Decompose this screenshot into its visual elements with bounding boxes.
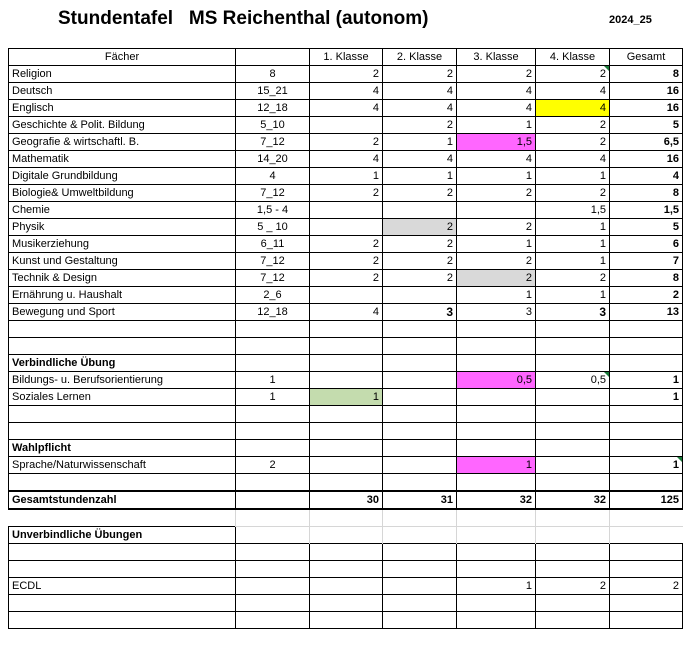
cell-k4[interactable]: 0,5 bbox=[536, 372, 610, 389]
empty-cell[interactable] bbox=[9, 612, 236, 629]
col-header-faecher[interactable]: Fächer bbox=[9, 49, 236, 66]
empty-row bbox=[9, 595, 683, 612]
cell-total[interactable]: 16 bbox=[610, 151, 683, 168]
cell-k4[interactable]: 4 bbox=[536, 83, 610, 100]
empty-cell[interactable] bbox=[310, 321, 383, 338]
empty-cell[interactable] bbox=[536, 338, 610, 355]
cell-k1[interactable]: 2 bbox=[310, 134, 383, 151]
col-header-k3[interactable]: 3. Klasse bbox=[457, 49, 536, 66]
empty-row bbox=[9, 406, 683, 423]
table-row bbox=[9, 83, 683, 100]
cell-k4[interactable]: 2 bbox=[536, 66, 610, 83]
cell-k4[interactable]: 2 bbox=[536, 578, 610, 595]
subject-range[interactable]: 5 _ 10 bbox=[236, 219, 310, 236]
subject-name[interactable]: Chemie bbox=[9, 202, 236, 219]
cell-k1[interactable]: 2 bbox=[310, 270, 383, 287]
cell-k3[interactable]: 2 bbox=[457, 219, 536, 236]
table-row bbox=[9, 253, 683, 270]
subject-range[interactable]: 2 bbox=[236, 457, 310, 474]
cell-k2[interactable]: 2 bbox=[383, 117, 457, 134]
col-header-range[interactable] bbox=[236, 49, 310, 66]
cell-k1[interactable]: 4 bbox=[310, 100, 383, 117]
subject-range[interactable]: 15_21 bbox=[236, 83, 310, 100]
empty-cell[interactable] bbox=[236, 338, 310, 355]
cell-k4[interactable]: 2 bbox=[536, 270, 610, 287]
empty-cell[interactable] bbox=[536, 423, 610, 440]
empty-cell[interactable] bbox=[536, 474, 610, 492]
grand-total-label[interactable]: Gesamtstundenzahl bbox=[9, 491, 236, 509]
empty-cell[interactable] bbox=[457, 355, 536, 372]
empty-cell[interactable] bbox=[9, 595, 236, 612]
empty-cell[interactable] bbox=[536, 527, 610, 544]
empty-cell[interactable] bbox=[610, 561, 683, 578]
col-header-k1[interactable]: 1. Klasse bbox=[310, 49, 383, 66]
cell-k1[interactable] bbox=[310, 372, 383, 389]
subject-name[interactable]: Technik & Design bbox=[9, 270, 236, 287]
cell-k3[interactable]: 1 bbox=[457, 578, 536, 595]
timetable-grid bbox=[8, 48, 683, 629]
empty-row bbox=[9, 612, 683, 629]
empty-cell bbox=[236, 509, 310, 527]
empty-cell[interactable] bbox=[383, 423, 457, 440]
cell-k2[interactable] bbox=[383, 372, 457, 389]
cell-total[interactable]: 6 bbox=[610, 236, 683, 253]
cell-k3[interactable] bbox=[457, 389, 536, 406]
cell-k4[interactable]: 1,5 bbox=[536, 202, 610, 219]
table-row bbox=[9, 168, 683, 185]
empty-cell[interactable] bbox=[610, 474, 683, 492]
empty-cell[interactable] bbox=[457, 440, 536, 457]
subject-name[interactable]: Englisch bbox=[9, 100, 236, 117]
subject-name[interactable]: Physik bbox=[9, 219, 236, 236]
table-row bbox=[9, 185, 683, 202]
empty-cell bbox=[457, 509, 536, 527]
empty-cell[interactable] bbox=[457, 612, 536, 629]
subject-range[interactable] bbox=[236, 578, 310, 595]
spacer-row bbox=[9, 509, 683, 527]
header-row bbox=[9, 49, 683, 66]
cell-total[interactable]: 1,5 bbox=[610, 202, 683, 219]
empty-cell[interactable] bbox=[310, 406, 383, 423]
subject-name[interactable]: Deutsch bbox=[9, 83, 236, 100]
cell-k2[interactable]: 2 bbox=[383, 185, 457, 202]
subject-range[interactable]: 7_12 bbox=[236, 134, 310, 151]
empty-cell[interactable] bbox=[236, 440, 310, 457]
empty-cell[interactable] bbox=[310, 423, 383, 440]
empty-cell[interactable] bbox=[610, 423, 683, 440]
cell-k1[interactable]: 2 bbox=[310, 253, 383, 270]
empty-row bbox=[9, 474, 683, 492]
section-header-row bbox=[9, 440, 683, 457]
empty-cell bbox=[310, 509, 383, 527]
empty-row bbox=[9, 321, 683, 338]
subject-name[interactable]: Kunst und Gestaltung bbox=[9, 253, 236, 270]
empty-cell[interactable] bbox=[610, 406, 683, 423]
cell-k4-highlighted[interactable]: 4 bbox=[536, 100, 610, 117]
cell-k3[interactable]: 4 bbox=[457, 100, 536, 117]
subject-name[interactable]: Biologie& Umweltbildung bbox=[9, 185, 236, 202]
subject-range[interactable]: 6_11 bbox=[236, 236, 310, 253]
cell-k1[interactable]: 2 bbox=[310, 185, 383, 202]
empty-cell[interactable] bbox=[236, 321, 310, 338]
empty-cell[interactable] bbox=[236, 595, 310, 612]
cell-k1[interactable]: 4 bbox=[310, 151, 383, 168]
empty-cell[interactable] bbox=[383, 321, 457, 338]
cell-k1[interactable]: 1 bbox=[310, 168, 383, 185]
subject-name[interactable]: Geschichte & Polit. Bildung bbox=[9, 117, 236, 134]
section-header-row bbox=[9, 527, 683, 544]
subject-name[interactable]: Digitale Grundbildung bbox=[9, 168, 236, 185]
table-row bbox=[9, 372, 683, 389]
subject-range[interactable]: 8 bbox=[236, 66, 310, 83]
section-heading-unverbindlich[interactable]: Unverbindliche Übungen bbox=[9, 527, 236, 544]
cell-k2[interactable]: 2 bbox=[383, 236, 457, 253]
subject-range[interactable]: 7_12 bbox=[236, 185, 310, 202]
table-row bbox=[9, 100, 683, 117]
empty-cell[interactable] bbox=[536, 406, 610, 423]
empty-cell[interactable] bbox=[9, 474, 236, 492]
cell-k1-highlighted[interactable]: 1 bbox=[310, 389, 383, 406]
cell-k4[interactable]: 1 bbox=[536, 236, 610, 253]
cell-k1[interactable]: 2 bbox=[310, 236, 383, 253]
empty-cell[interactable] bbox=[9, 561, 236, 578]
cell-total[interactable]: 6,5 bbox=[610, 134, 683, 151]
empty-cell bbox=[536, 509, 610, 527]
cell-k4[interactable]: 2 bbox=[536, 117, 610, 134]
cell-k3[interactable]: 1 bbox=[457, 236, 536, 253]
subject-range[interactable]: 1,5 - 4 bbox=[236, 202, 310, 219]
cell-k1[interactable] bbox=[310, 202, 383, 219]
empty-cell[interactable] bbox=[236, 527, 310, 544]
subject-name[interactable]: Sprache/Naturwissenschaft bbox=[9, 457, 236, 474]
empty-cell bbox=[383, 509, 457, 527]
empty-cell[interactable] bbox=[457, 423, 536, 440]
empty-cell[interactable] bbox=[383, 595, 457, 612]
subject-name[interactable]: Bildungs- u. Berufsorientierung bbox=[9, 372, 236, 389]
cell-k2[interactable] bbox=[383, 457, 457, 474]
empty-cell[interactable] bbox=[457, 321, 536, 338]
cell-k2[interactable]: 1 bbox=[383, 134, 457, 151]
grand-total-k1[interactable]: 30 bbox=[310, 491, 383, 509]
cell-k3[interactable]: 1 bbox=[457, 287, 536, 304]
empty-cell[interactable] bbox=[310, 612, 383, 629]
cell-k1[interactable]: 2 bbox=[310, 66, 383, 83]
table-row bbox=[9, 287, 683, 304]
cell-k3[interactable] bbox=[457, 202, 536, 219]
cell-k1[interactable]: 4 bbox=[310, 83, 383, 100]
empty-cell[interactable] bbox=[610, 355, 683, 372]
empty-cell[interactable] bbox=[457, 474, 536, 492]
subject-name[interactable]: Soziales Lernen bbox=[9, 389, 236, 406]
subject-range[interactable]: 12_18 bbox=[236, 100, 310, 117]
cell-k3-highlighted[interactable]: 2 bbox=[457, 270, 536, 287]
empty-cell[interactable] bbox=[310, 561, 383, 578]
table-row bbox=[9, 270, 683, 287]
empty-cell[interactable] bbox=[236, 406, 310, 423]
empty-cell[interactable] bbox=[9, 406, 236, 423]
table-row bbox=[9, 236, 683, 253]
subject-range[interactable]: 7_12 bbox=[236, 253, 310, 270]
empty-cell[interactable] bbox=[9, 338, 236, 355]
grand-total-row bbox=[9, 491, 683, 509]
empty-cell[interactable] bbox=[383, 440, 457, 457]
cell-k3-highlighted[interactable]: 1,5 bbox=[457, 134, 536, 151]
subject-name[interactable]: Geografie & wirtschaftl. B. bbox=[9, 134, 236, 151]
empty-cell[interactable] bbox=[310, 440, 383, 457]
empty-cell[interactable] bbox=[610, 440, 683, 457]
cell-k3-highlighted[interactable]: 0,5 bbox=[457, 372, 536, 389]
page-title: Stundentafel MS Reichenthal (autonom) bbox=[58, 8, 429, 29]
cell-k4[interactable]: 1 bbox=[536, 219, 610, 236]
empty-cell[interactable] bbox=[236, 423, 310, 440]
cell-k4[interactable]: 2 bbox=[536, 185, 610, 202]
cell-k3[interactable]: 3 bbox=[457, 304, 536, 321]
empty-cell[interactable] bbox=[610, 321, 683, 338]
empty-cell[interactable] bbox=[9, 321, 236, 338]
empty-cell[interactable] bbox=[536, 612, 610, 629]
cell-k1[interactable] bbox=[310, 219, 383, 236]
subject-name[interactable]: Musikerziehung bbox=[9, 236, 236, 253]
cell-total[interactable]: 8 bbox=[610, 270, 683, 287]
empty-cell[interactable] bbox=[457, 544, 536, 561]
empty-cell[interactable] bbox=[457, 406, 536, 423]
cell-total[interactable]: 1 bbox=[610, 457, 683, 474]
empty-cell[interactable] bbox=[383, 474, 457, 492]
cell-k3[interactable]: 1 bbox=[457, 168, 536, 185]
empty-cell[interactable] bbox=[383, 612, 457, 629]
cell-k2[interactable] bbox=[383, 287, 457, 304]
empty-cell[interactable] bbox=[236, 561, 310, 578]
empty-cell[interactable] bbox=[383, 406, 457, 423]
empty-cell[interactable] bbox=[457, 338, 536, 355]
cell-total[interactable]: 16 bbox=[610, 83, 683, 100]
empty-cell[interactable] bbox=[310, 544, 383, 561]
subject-name[interactable]: Bewegung und Sport bbox=[9, 304, 236, 321]
table-row bbox=[9, 66, 683, 83]
school-year: 2024_25 bbox=[609, 14, 652, 26]
empty-cell[interactable] bbox=[383, 355, 457, 372]
cell-total[interactable]: 1 bbox=[610, 389, 683, 406]
subject-name[interactable]: Ernährung u. Haushalt bbox=[9, 287, 236, 304]
cell-total[interactable]: 7 bbox=[610, 253, 683, 270]
cell-k2[interactable]: 2 bbox=[383, 270, 457, 287]
empty-cell[interactable] bbox=[610, 338, 683, 355]
cell-k2[interactable]: 3 bbox=[383, 304, 457, 321]
cell-k3[interactable]: 4 bbox=[457, 151, 536, 168]
subject-range[interactable]: 2_6 bbox=[236, 287, 310, 304]
empty-cell[interactable] bbox=[536, 440, 610, 457]
col-header-k2[interactable]: 2. Klasse bbox=[383, 49, 457, 66]
empty-cell[interactable] bbox=[310, 595, 383, 612]
cell-k2[interactable] bbox=[383, 578, 457, 595]
empty-row bbox=[9, 561, 683, 578]
empty-cell[interactable] bbox=[383, 544, 457, 561]
table-row bbox=[9, 117, 683, 134]
cell-k1[interactable] bbox=[310, 287, 383, 304]
empty-cell[interactable] bbox=[310, 355, 383, 372]
cell-k3[interactable]: 2 bbox=[457, 66, 536, 83]
empty-cell[interactable] bbox=[236, 355, 310, 372]
cell-k4[interactable] bbox=[536, 457, 610, 474]
table-row bbox=[9, 389, 683, 406]
cell-total[interactable]: 16 bbox=[610, 100, 683, 117]
empty-cell[interactable] bbox=[536, 595, 610, 612]
table-row bbox=[9, 457, 683, 474]
cell-k2[interactable]: 4 bbox=[383, 100, 457, 117]
section-heading-wahlpflicht[interactable]: Wahlpflicht bbox=[9, 440, 236, 457]
empty-cell[interactable] bbox=[9, 423, 236, 440]
section-header-row bbox=[9, 355, 683, 372]
empty-cell[interactable] bbox=[457, 527, 536, 544]
grand-total-k2[interactable]: 31 bbox=[383, 491, 457, 509]
cell-k2-highlighted[interactable]: 2 bbox=[383, 219, 457, 236]
cell-total[interactable]: 13 bbox=[610, 304, 683, 321]
cell-k3[interactable]: 1 bbox=[457, 117, 536, 134]
empty-cell[interactable] bbox=[457, 595, 536, 612]
subject-name[interactable]: Religion bbox=[9, 66, 236, 83]
cell-total[interactable]: 4 bbox=[610, 168, 683, 185]
cell-k2[interactable]: 1 bbox=[383, 168, 457, 185]
empty-row bbox=[9, 423, 683, 440]
empty-cell[interactable] bbox=[9, 544, 236, 561]
table-row bbox=[9, 202, 683, 219]
empty-cell[interactable] bbox=[236, 474, 310, 492]
cell-total[interactable]: 2 bbox=[610, 578, 683, 595]
empty-cell[interactable] bbox=[236, 612, 310, 629]
grand-total-k3[interactable]: 32 bbox=[457, 491, 536, 509]
col-header-gesamt[interactable]: Gesamt bbox=[610, 49, 683, 66]
cell-total[interactable]: 1 bbox=[610, 372, 683, 389]
subject-range[interactable]: 12_18 bbox=[236, 304, 310, 321]
empty-cell[interactable] bbox=[383, 527, 457, 544]
empty-cell[interactable] bbox=[457, 561, 536, 578]
subject-range[interactable]: 1 bbox=[236, 372, 310, 389]
cell-k2[interactable] bbox=[383, 202, 457, 219]
empty-cell[interactable] bbox=[536, 561, 610, 578]
cell-k1[interactable] bbox=[310, 457, 383, 474]
cell-k2[interactable]: 2 bbox=[383, 253, 457, 270]
empty-row bbox=[9, 544, 683, 561]
empty-row bbox=[9, 338, 683, 355]
empty-cell[interactable] bbox=[610, 595, 683, 612]
cell-k1[interactable]: 4 bbox=[310, 304, 383, 321]
empty-cell[interactable] bbox=[610, 544, 683, 561]
empty-cell[interactable] bbox=[236, 491, 310, 509]
table-row bbox=[9, 219, 683, 236]
table-row bbox=[9, 304, 683, 321]
subject-name[interactable]: Mathematik bbox=[9, 151, 236, 168]
cell-k1[interactable] bbox=[310, 117, 383, 134]
subject-range[interactable]: 7_12 bbox=[236, 270, 310, 287]
empty-cell[interactable] bbox=[236, 544, 310, 561]
cell-k2[interactable] bbox=[383, 389, 457, 406]
cell-k2[interactable]: 2 bbox=[383, 66, 457, 83]
empty-cell bbox=[610, 509, 683, 527]
empty-cell[interactable] bbox=[310, 474, 383, 492]
empty-cell[interactable] bbox=[383, 561, 457, 578]
cell-k4[interactable]: 1 bbox=[536, 287, 610, 304]
cell-k3-highlighted[interactable]: 1 bbox=[457, 457, 536, 474]
cell-k4[interactable]: 4 bbox=[536, 151, 610, 168]
subject-range[interactable]: 1 bbox=[236, 389, 310, 406]
empty-cell[interactable] bbox=[536, 355, 610, 372]
cell-k4[interactable]: 1 bbox=[536, 168, 610, 185]
empty-cell[interactable] bbox=[383, 338, 457, 355]
grand-total-k4[interactable]: 32 bbox=[536, 491, 610, 509]
section-heading-verbindlich[interactable]: Verbindliche Übung bbox=[9, 355, 236, 372]
cell-k1[interactable] bbox=[310, 578, 383, 595]
subject-range[interactable]: 4 bbox=[236, 168, 310, 185]
empty-cell[interactable] bbox=[536, 321, 610, 338]
cell-k4[interactable] bbox=[536, 389, 610, 406]
subject-range[interactable]: 14_20 bbox=[236, 151, 310, 168]
empty-cell[interactable] bbox=[310, 527, 383, 544]
cell-k3[interactable]: 2 bbox=[457, 253, 536, 270]
table-row bbox=[9, 134, 683, 151]
subject-range[interactable]: 5_10 bbox=[236, 117, 310, 134]
empty-cell[interactable] bbox=[536, 544, 610, 561]
cell-total[interactable]: 2 bbox=[610, 287, 683, 304]
empty-cell[interactable] bbox=[610, 527, 683, 544]
cell-k4[interactable]: 3 bbox=[536, 304, 610, 321]
subject-name[interactable]: ECDL bbox=[9, 578, 236, 595]
grand-total-sum[interactable]: 125 bbox=[610, 491, 683, 509]
cell-k2[interactable]: 4 bbox=[383, 83, 457, 100]
cell-k2[interactable]: 4 bbox=[383, 151, 457, 168]
cell-total[interactable]: 8 bbox=[610, 66, 683, 83]
cell-k3[interactable]: 4 bbox=[457, 83, 536, 100]
table-row bbox=[9, 578, 683, 595]
cell-total[interactable]: 5 bbox=[610, 219, 683, 236]
cell-total[interactable]: 8 bbox=[610, 185, 683, 202]
table-row bbox=[9, 151, 683, 168]
cell-k4[interactable]: 1 bbox=[536, 253, 610, 270]
cell-k3[interactable]: 2 bbox=[457, 185, 536, 202]
empty-cell[interactable] bbox=[310, 338, 383, 355]
col-header-k4[interactable]: 4. Klasse bbox=[536, 49, 610, 66]
cell-total[interactable]: 5 bbox=[610, 117, 683, 134]
empty-cell[interactable] bbox=[610, 612, 683, 629]
empty-cell bbox=[9, 509, 236, 527]
cell-k4[interactable]: 2 bbox=[536, 134, 610, 151]
